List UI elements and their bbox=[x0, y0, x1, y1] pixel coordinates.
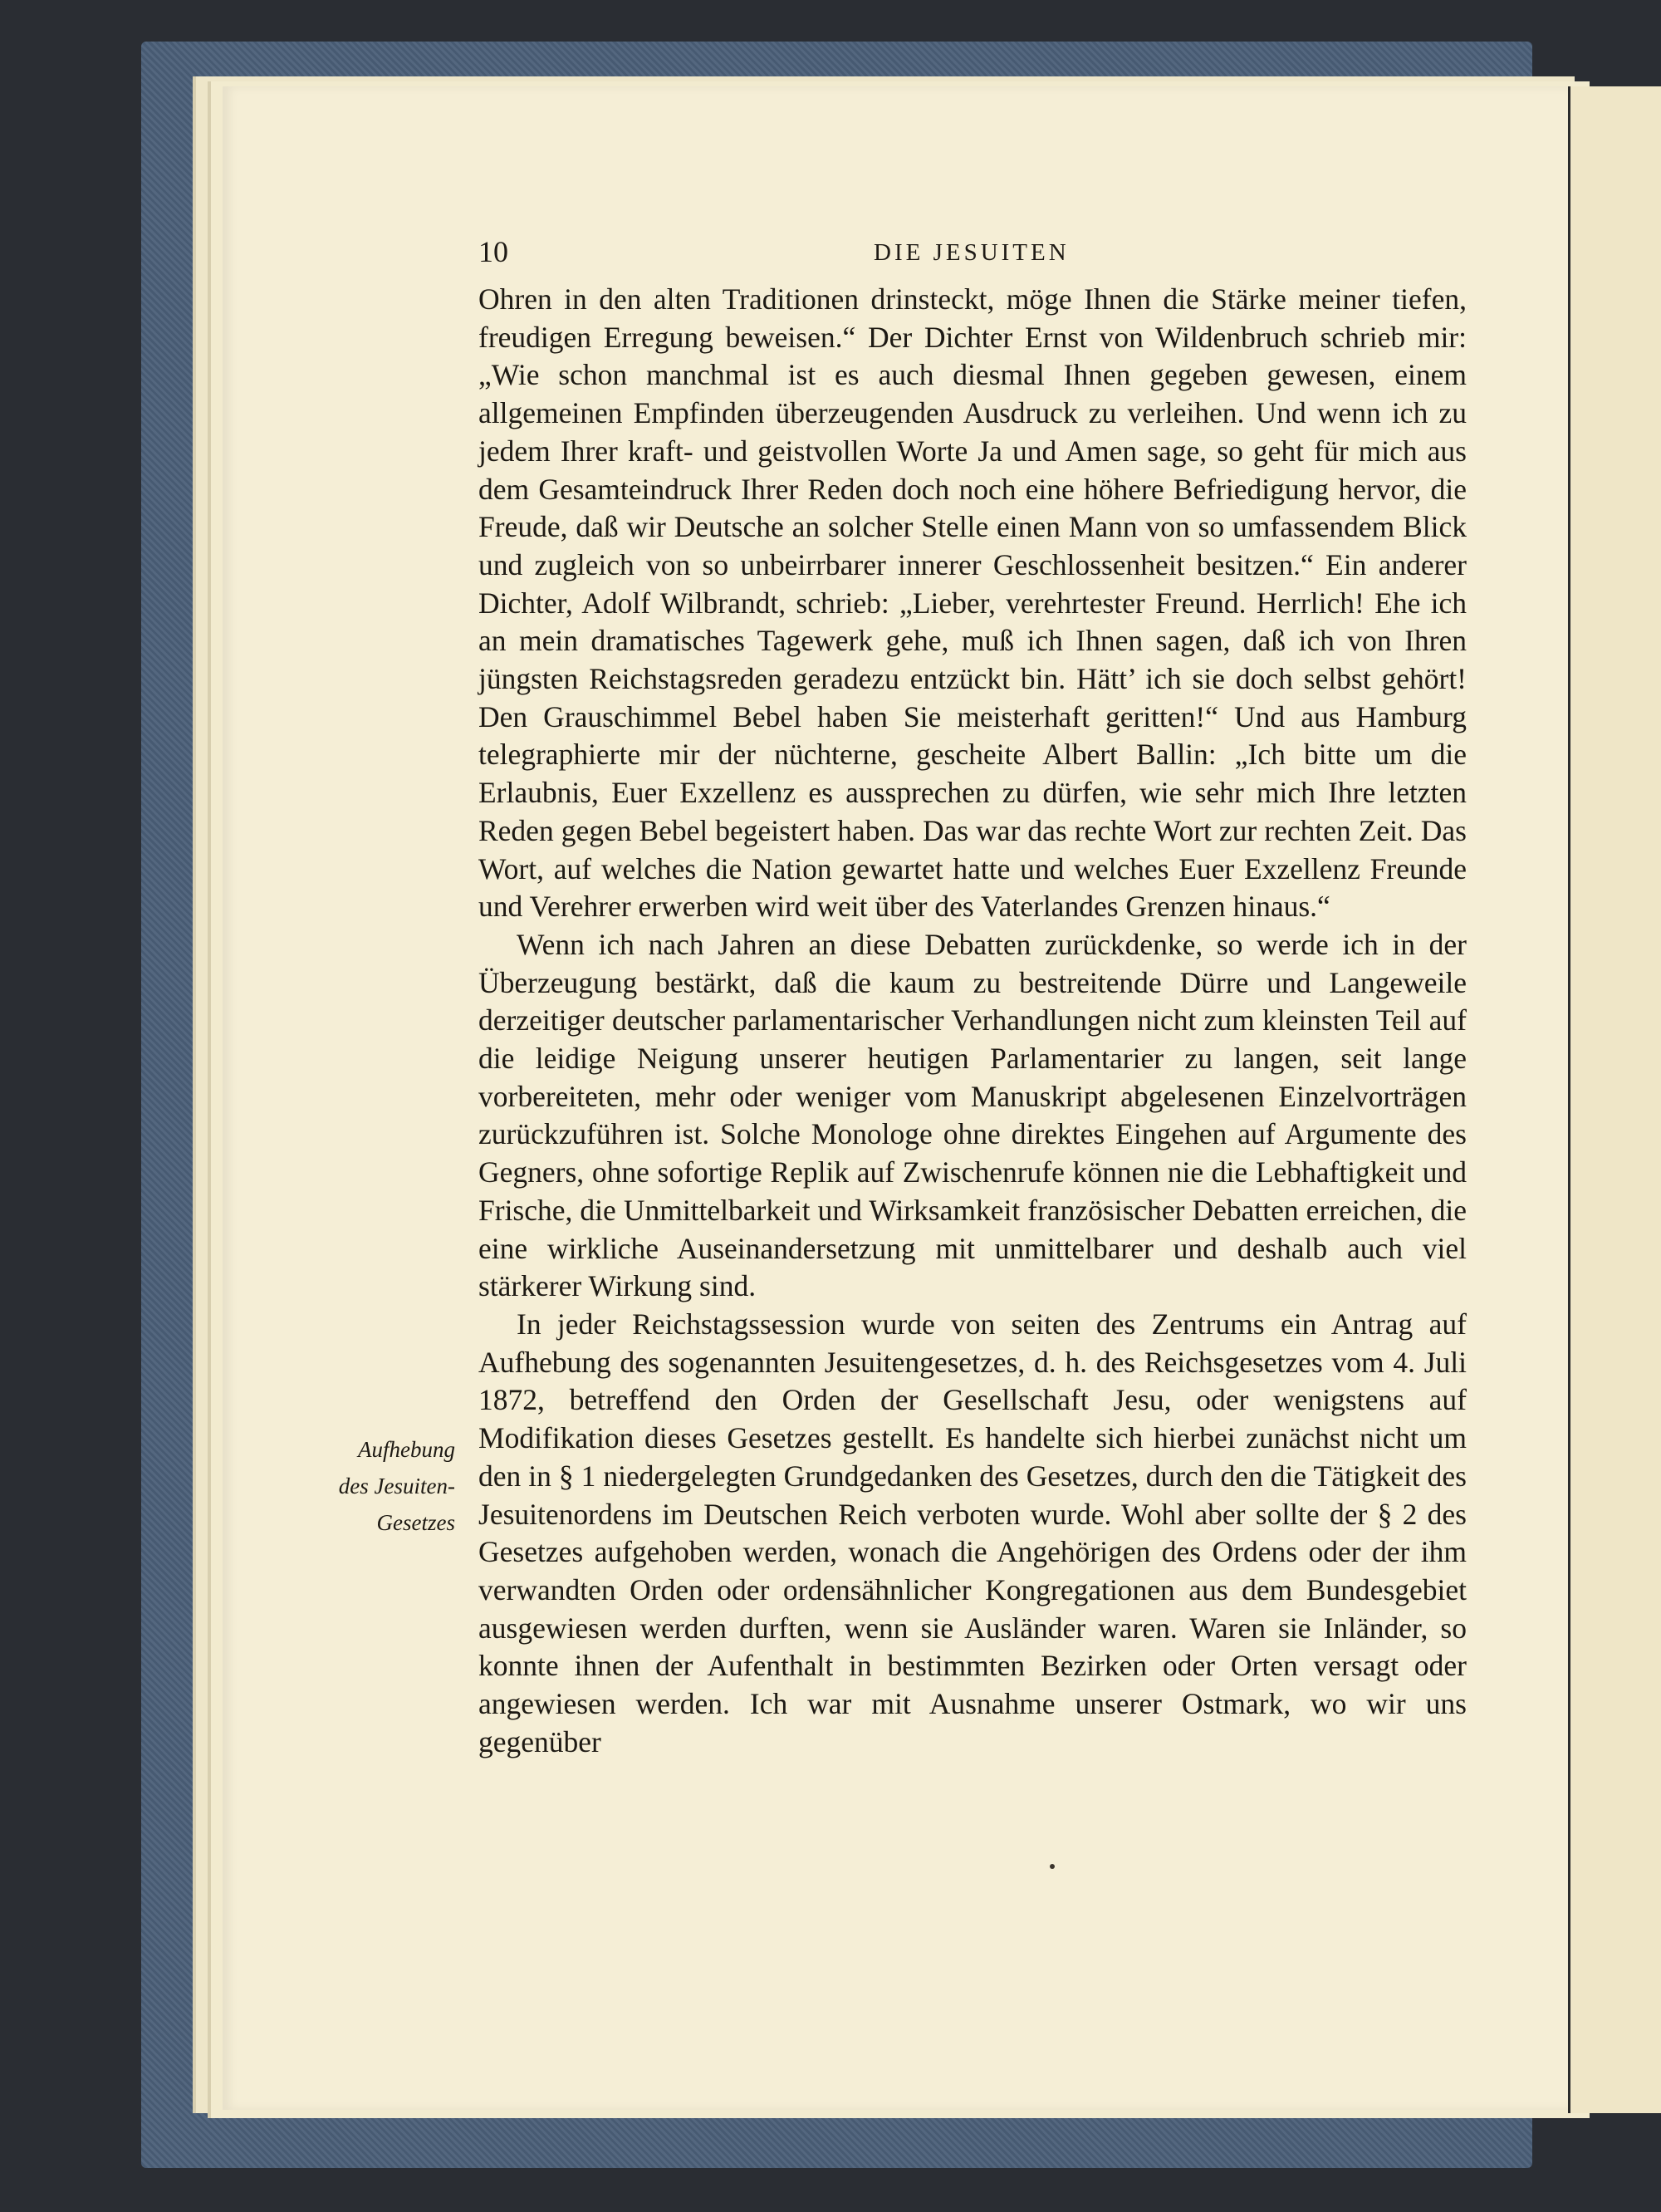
paragraph: Wenn ich nach Jahren an diese Debatten zurückdenke, so werde ich in der Überzeugung bestärkt, daß die kaum zu bestreitende Dürre und Langeweile derzeitiger deutscher parlamentarischer Verhandlungen nicht zum kleinsten Teil auf die leidige Neigung unserer heutigen Parlamentarier zu langen, seit lange vorbereiteten, mehr oder weniger vom Manuskript abgelesenen Einzelvorträgen zurückzuführen ist. Solche Monologe ohne direktes Eingehen auf Argumente des Gegners, ohne sofortige Replik auf Zwischenrufe können nie die Lebhaftigkeit und Frische, die Unmittelbarkeit und Wirksamkeit französischer Debatten erreichen, die eine wirkliche Auseinandersetzung mit unmittelbarer und deshalb auch viel stärkerer Wirkung sind. bbox=[478, 927, 1467, 1303]
margin-note-line: Gesetzes bbox=[376, 1510, 455, 1535]
margin-note-line: des Jesuiten- bbox=[338, 1474, 455, 1498]
margin-note bbox=[281, 1431, 455, 1541]
printer-mark bbox=[1050, 1864, 1055, 1869]
body-text bbox=[478, 281, 1467, 1761]
paragraph: Ohren in den alten Traditionen drinsteckt, möge Ihnen die Stärke meiner tiefen, freudigen Erregung beweisen.“ Der Dichter Ernst von Wildenbruch schrieb mir: „Wie schon manchmal ist es auch diesmal Ihnen gegeben gewesen, einem allgemeinen Empfinden überzeugenden Ausdruck zu verleihen. Und wenn ich zu jedem Ihrer kraft- und geistvollen Worte Ja und Amen sage, so geht für mich aus dem Gesamteindruck Ihrer Reden doch noch eine höhere Befriedigung hervor, die Freude, daß wir Deutsche an solcher Stelle einen Mann von so umfassendem Blick und zugleich von so unbeirrbarer innerer Geschlossenheit besitzen.“ Ein anderer Dichter, Adolf Wilbrandt, schrieb: „Lieber, verehrtester Freund. Herrlich! Ehe ich an mein dramatisches Tagewerk gehe, muß ich Ihnen sagen, daß ich von Ihren jüngsten Reichstagsreden geradezu entzückt bin. Hätt’ ich sie doch selbst gehört! Den Grauschimmel Bebel haben Sie meisterhaft geritten!“ Und aus Hamburg telegraphierte mir der nüchterne, gescheite Albert Ballin: „Ich bitte um die Erlaubnis, Euer Exzellenz es aussprechen zu dürfen, wie sehr mich Ihre letzten Reden gegen Bebel begeistert haben. Das war das rechte Wort zur rechten Zeit. Das Wort, auf welches die Nation gewartet hatte und welches Euer Exzellenz Freunde und Verehrer erwerben wird weit über des Vaterlandes Grenzen hinaus.“ bbox=[478, 282, 1467, 924]
margin-note-line: Aufhebung bbox=[358, 1437, 455, 1462]
running-head bbox=[478, 234, 1467, 271]
facing-page-edge bbox=[1568, 86, 1661, 2113]
page-number: 10 bbox=[478, 235, 508, 268]
paragraph: In jeder Reichstagssession wurde von seiten des Zentrums ein Antrag auf Aufhebung des sogenannten Jesuitengesetzes, d. h. des Reichsgesetzes vom 4. Juli 1872, betreffend den Orden der Gesellschaft Jesu, oder wenigstens auf Modifikation dieses Gesetzes gestellt. Es handelte sich hierbei zunächst nicht um den in § 1 niedergelegten Grundgedanken des Gesetzes, durch den die Tätigkeit des Jesuitenordens im Deutschen Reich verboten wurde. Wohl aber sollte der § 2 des Gesetzes aufgehoben werden, wonach die Angehörigen des Ordens oder der ihm verwandten Orden oder ordensähnlicher Kongregationen aus dem Bundesgebiet ausgewiesen werden durften, wenn sie Ausländer waren. Waren sie Inländer, so konnte ihnen der Aufenthalt in bestimmten Bezirken oder Orten versagt oder angewiesen werden. Ich war mit Ausnahme unserer Ostmark, wo wir uns gegenüber bbox=[478, 1307, 1467, 1758]
running-title: DIE JESUITEN bbox=[874, 239, 1070, 266]
